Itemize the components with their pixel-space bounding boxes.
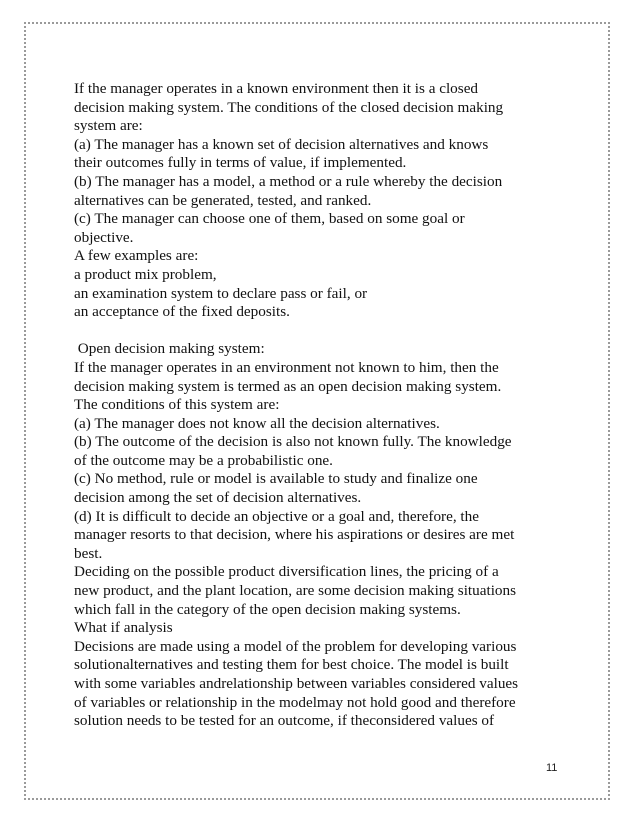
text-line: The conditions of this system are: [74, 396, 280, 414]
text-line: with some variables andrelationship between variables considered values [74, 675, 519, 692]
text-line: decision making system is termed as an open decision making system. [74, 377, 502, 395]
text-line: If the manager operates in a known environment then it is a closed [74, 80, 479, 97]
text-line: (a) The manager does not know all the decision alternatives. [74, 414, 440, 432]
text-line: of variables or relationship in the modelmay not hold good and therefore [74, 693, 516, 711]
text-line: alternatives can be generated, tested, and ranked. [74, 191, 372, 209]
text-line: new product, and the plant location, are some decision making situations [74, 582, 517, 600]
text-line: decision making system. The conditions of the closed decision making [74, 98, 504, 116]
page-number: 11 [546, 762, 558, 774]
text-line: A few examples are: [74, 247, 199, 265]
section-heading: What if analysis [74, 619, 173, 637]
text-line: solution needs to be tested for an outcome, if theconsidered values of [74, 712, 495, 730]
text-line: (d) It is difficult to decide an objective or a goal and, therefore, the [74, 507, 479, 525]
text-line: which fall in the category of the open decision making systems. [74, 600, 461, 618]
text-line: an acceptance of the fixed deposits. [74, 303, 290, 321]
text-line: an examination system to declare pass or fail, or [74, 284, 368, 302]
text-line: system are: [74, 117, 143, 135]
text-line: manager resorts to that decision, where his aspirations or desires are met [74, 526, 515, 544]
blank-line [74, 322, 574, 341]
text-line: (b) The outcome of the decision is also not known fully. The knowledge [74, 433, 512, 451]
text-line: (a) The manager has a known set of decision alternatives and knows [74, 135, 489, 153]
text-line: decision among the set of decision alternatives. [74, 489, 362, 507]
section-heading: Open decision making system: [74, 340, 265, 358]
text-line: a product mix problem, [74, 265, 217, 283]
text-line: Deciding on the possible product diversification lines, the pricing of a [74, 563, 499, 581]
text-line: objective. [74, 228, 134, 246]
text-line: of the outcome may be a probabilistic one. [74, 451, 333, 469]
text-line: solutionalternatives and testing them for best choice. The model is built [74, 656, 509, 674]
body-text [74, 80, 574, 731]
text-line: (c) No method, rule or model is available to study and finalize one [74, 470, 478, 488]
text-line: Decisions are made using a model of the problem for developing various [74, 637, 517, 655]
text-line: their outcomes fully in terms of value, if implemented. [74, 154, 407, 172]
text-line: (b) The manager has a model, a method or a rule whereby the decision [74, 172, 503, 190]
text-line: best. [74, 544, 103, 562]
text-line: (c) The manager can choose one of them, based on some goal or [74, 210, 465, 228]
text-line: If the manager operates in an environment not known to him, then the [74, 358, 499, 376]
